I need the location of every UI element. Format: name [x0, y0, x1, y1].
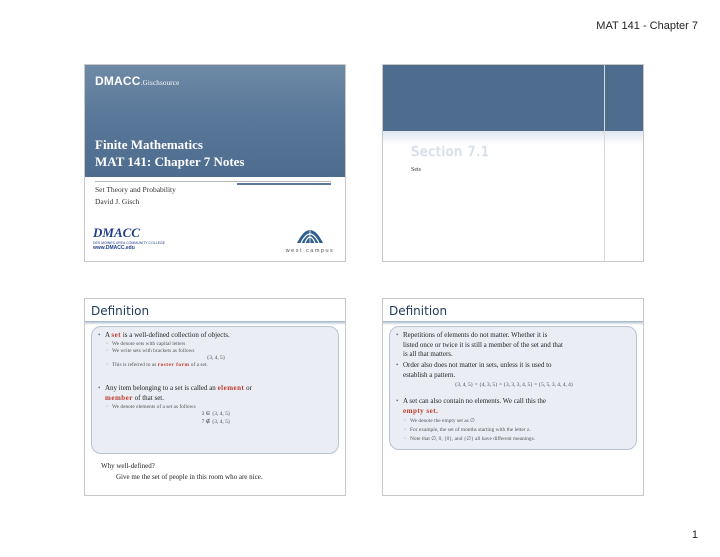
- note-answer: Give me the set of people in this room who are nice.: [116, 473, 263, 481]
- west-campus-icon: [295, 221, 325, 243]
- west-campus-logo: west campus: [285, 221, 335, 254]
- example-nonmember: 7 ∉ {3, 4, 5}: [201, 419, 231, 425]
- slide-section: [382, 64, 644, 262]
- heading-band: [85, 321, 346, 325]
- example-equal-sets: {3, 4, 5} = {4, 3, 5} = {3, 3, 3, 4, 5} = {5, 5, 3, 4, 4, 4}: [454, 382, 574, 388]
- sub-bullet: ◦ This is referred to as roster form of a set.: [106, 362, 208, 368]
- slide-heading: Definition: [389, 304, 448, 318]
- dmacc-logo-header: DMACC.Gischsource: [95, 74, 180, 88]
- note-question: Why well-defined?: [101, 462, 155, 470]
- definition-box: [91, 326, 339, 454]
- slide-subtitle: Set Theory and Probability David J. Gisch: [95, 185, 176, 206]
- sub-bullet: ◦ We denote the empty set as ∅: [404, 418, 475, 424]
- bullet-order: • Order also does not matter in sets, unless it is used to establish a pattern.: [396, 361, 552, 379]
- sub-bullet: ◦ We denote sets with capital letters: [106, 341, 186, 347]
- sub-bullet: ◦ Note that ∅, 0, {0}, and {∅} all have different meanings.: [404, 436, 536, 442]
- slide-title-text: Finite Mathematics MAT 141: Chapter 7 Notes: [95, 137, 245, 169]
- bullet-empty-set: • A set can also contain no elements. We call this the empty set.: [396, 397, 546, 415]
- vertical-divider: [604, 65, 605, 262]
- heading-band: [383, 321, 644, 325]
- section-title: Section 7.1: [411, 145, 490, 160]
- slide-definition-properties: [382, 298, 644, 496]
- section-subtitle: Sets: [411, 167, 422, 173]
- bullet-set-definition: • A set is a well-defined collection of objects.: [98, 331, 230, 339]
- divider: [95, 181, 331, 182]
- bullet-element-definition: • Any item belonging to a set is called an element or member of that set.: [98, 384, 252, 402]
- sub-bullet: ◦ For example, the set of months starting with the letter z.: [404, 427, 531, 433]
- example-roster: {3, 4, 5}: [206, 355, 226, 361]
- divider-accent: [237, 183, 331, 185]
- bullet-repetition: • Repetitions of elements do not matter. Whether it is listed once or twice it is still a member of the set and that is all that matters.: [396, 331, 563, 358]
- page-header-title: MAT 141 - Chapter 7: [596, 20, 698, 32]
- dmacc-logo: DMACC DES MOINES AREA COMMUNITY COLLEGE www.DMACC.edu: [93, 225, 166, 251]
- sub-bullet: ◦ We write sets with brackets as follows: [106, 348, 195, 354]
- slide-title: [84, 64, 346, 262]
- slide-definition-set: [84, 298, 346, 496]
- sub-bullet: ◦ We denote elements of a set as follows: [106, 404, 196, 410]
- definition-box: [389, 326, 637, 450]
- page-number: 1: [691, 529, 698, 541]
- slide-heading: Definition: [91, 304, 150, 318]
- example-member: 3 ∈ {3, 4, 5}: [201, 411, 231, 417]
